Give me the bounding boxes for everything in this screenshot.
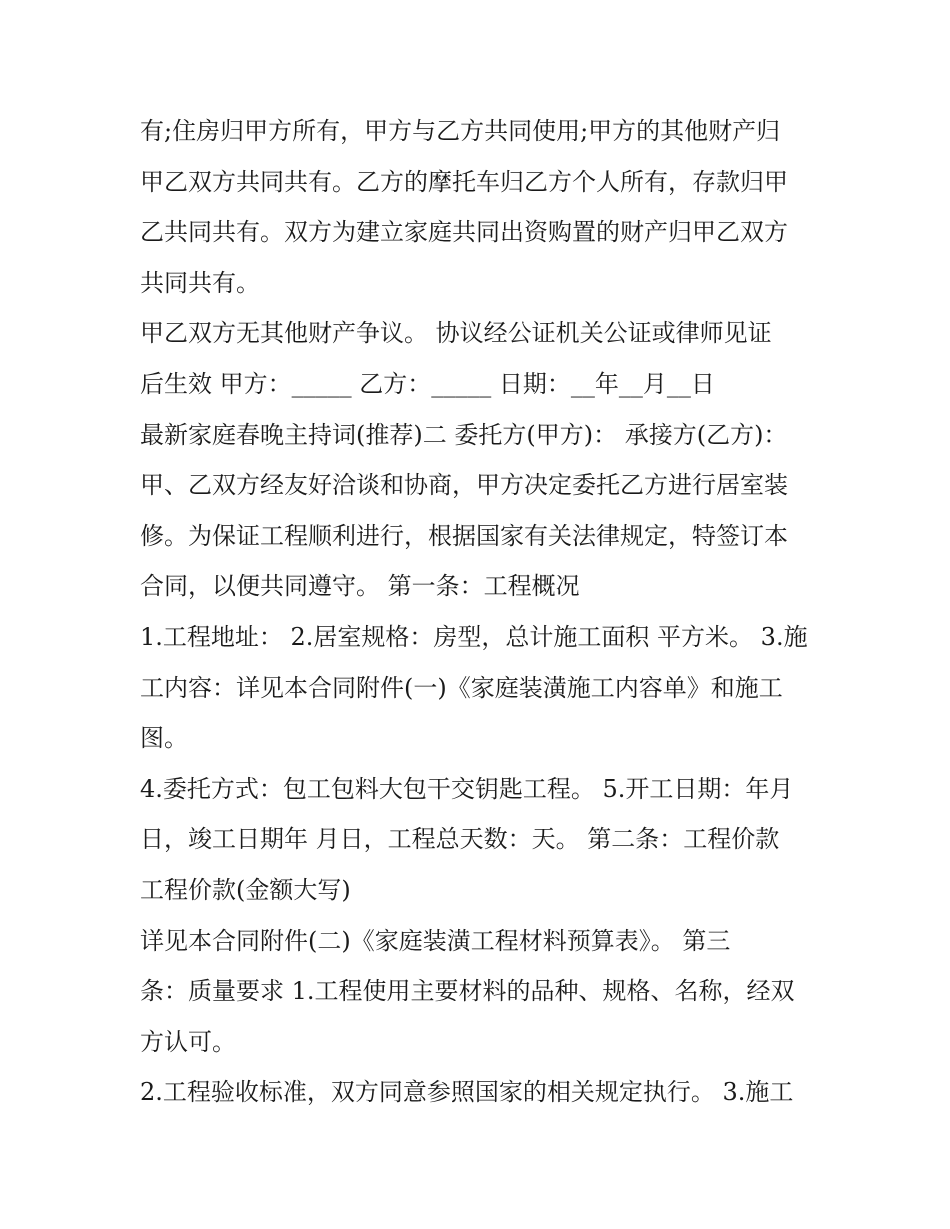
contract-body-text <box>140 106 830 1118</box>
text-line: 图。 <box>140 724 188 753</box>
text-line: 工程价款(金额大写) <box>140 875 351 904</box>
text-line: 乙共同共有。双方为建立家庭共同出资购置的财产归甲乙双方 <box>140 218 788 247</box>
text-line: 工内容：详见本合同附件(一)《家庭装潢施工内容单》和施工 <box>140 673 783 702</box>
text-line: 方认可。 <box>140 1027 236 1056</box>
text-line: 甲乙双方共同共有。乙方的摩托车归乙方个人所有，存款归甲 <box>140 167 788 196</box>
text-line: 共同共有。 <box>140 268 260 297</box>
text-line: 甲乙双方无其他财产争议。 协议经公证机关公证或律师见证 <box>140 319 772 348</box>
text-line: 甲、乙双方经友好洽谈和协商，甲方决定委托乙方进行居室装 <box>140 471 788 500</box>
text-line: 1.工程地址： 2.居室规格：房型，总计施工面积 平方米。 3.施 <box>140 622 808 651</box>
text-line: 修。为保证工程顺利进行，根据国家有关法律规定，特签订本 <box>140 521 788 550</box>
text-line: 详见本合同附件(二)《家庭装潢工程材料预算表》。 第三 <box>140 926 731 955</box>
text-line: 4.委托方式：包工包料大包干交钥匙工程。 5.开工日期：年月 <box>140 774 794 803</box>
text-line: 有;住房归甲方所有，甲方与乙方共同使用;甲方的其他财产归 <box>140 117 781 145</box>
signature-date-line: 后生效 甲方：_____ 乙方：_____ 日期：__年__月__日 <box>140 369 715 398</box>
text-line: 2.工程验收标准，双方同意参照国家的相关规定执行。 3.施工 <box>140 1078 794 1107</box>
text-line: 日，竣工日期年 月日，工程总天数：天。 第二条：工程价款 <box>140 825 780 854</box>
text-line: 合同，以便共同遵守。 第一条：工程概况 <box>140 572 580 601</box>
text-line: 条：质量要求 1.工程使用主要材料的品种、规格、名称，经双 <box>140 977 795 1006</box>
section-heading-line: 最新家庭春晚主持词(推荐)二 委托方(甲方)： 承接方(乙方)： <box>140 420 788 449</box>
